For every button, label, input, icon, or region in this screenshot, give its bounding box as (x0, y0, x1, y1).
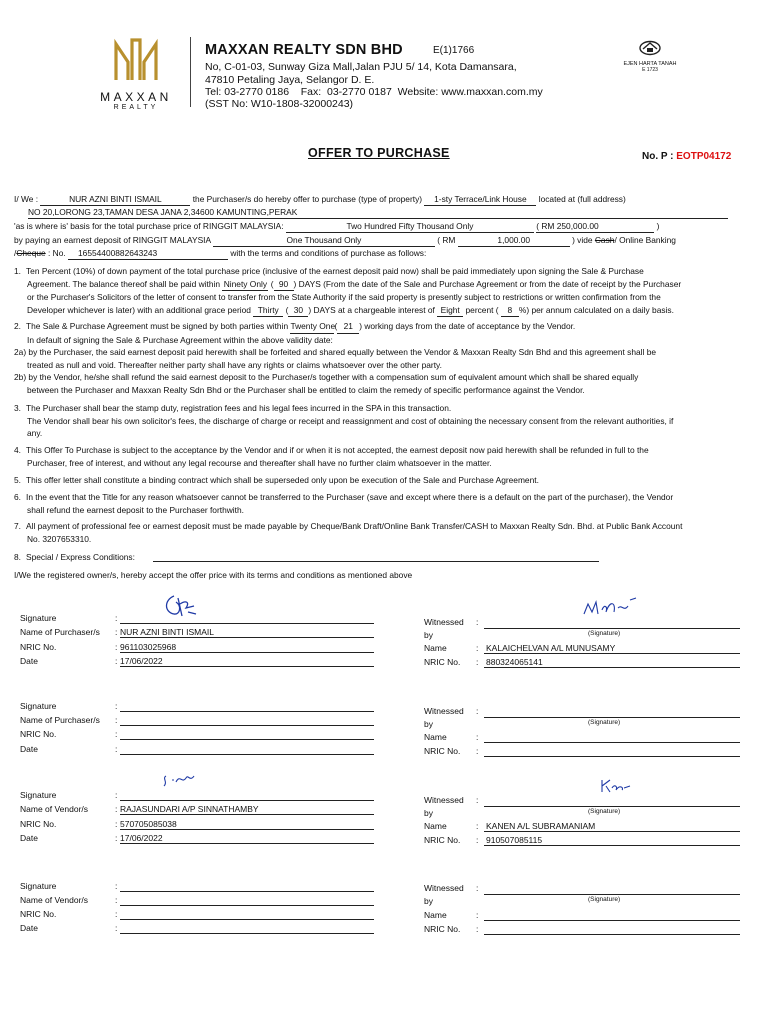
intro-line-4: by paying an earnest deposit of RINGGIT MALAYSIA One Thousand Only ( RM 1,000.00 ) vide Cash/ Online Banking (14, 235, 676, 245)
company-reg-no: E(1)1766 (433, 45, 475, 56)
witness-1-nric[interactable]: 880324065141 (486, 657, 543, 667)
cash-option[interactable]: Cash (594, 235, 615, 245)
deposit-words-field[interactable]: One Thousand Only (213, 235, 435, 247)
witness-3-signature-icon (598, 776, 632, 794)
purchaser-1-date[interactable]: 17/06/2022 (120, 656, 163, 666)
balance-days-words-field[interactable]: Ninety Only (222, 278, 268, 292)
acceptance-statement: I/We the registered owner/s, hereby accept the offer price with its terms and conditions as mentioned above (14, 570, 413, 580)
agency-emblem-icon (638, 40, 662, 56)
company-address-1: No, C-01-03, Sunway Giza Mall,Jalan PJU 5/ 14, Kota Damansara, (205, 61, 517, 73)
header-divider (190, 37, 191, 107)
vendor-2-nric-line[interactable] (120, 919, 374, 920)
balance-days-field[interactable]: 90 (274, 278, 294, 292)
purchaser-signature-icon (160, 592, 200, 620)
interest-rate-field[interactable]: 8 (501, 304, 519, 318)
witness-1-signature-icon (580, 594, 640, 622)
grace-period-words-field[interactable]: Thirty (253, 304, 283, 318)
witness-1-name[interactable]: KALAICHELVAN A/L MUNUSAMY (486, 643, 616, 653)
page-title: OFFER TO PURCHASE (308, 146, 450, 160)
purchaser-2-date-line[interactable] (120, 754, 374, 755)
witness-2-nric-line[interactable] (484, 756, 740, 757)
witness-4-name-line[interactable] (484, 920, 740, 921)
agent-badge (610, 40, 690, 73)
witness-1-signature-line[interactable] (484, 628, 740, 629)
company-sst: (SST No: W10-1808-32000243) (205, 98, 354, 110)
price-rm-field[interactable]: ( RM 250,000.00 (536, 221, 654, 233)
property-type-field[interactable]: 1-sty Terrace/Link House (424, 194, 536, 206)
company-address-2: 47810 Petaling Jaya, Selangor D. E. (205, 74, 375, 86)
purchaser-1-signature-line[interactable] (120, 623, 374, 624)
clause-1: 1. Ten Percent (10%) of down payment of the total purchase price (inclusive of the earnest deposit paid now) shall be paid immediately upon signing the Sale & Purchase Agreement. The balance thereof shall be paid within Ninety Only ( 90 ) DAYS (From the date of the Sale and Purchase Agreement or from the date of receipt by the Purchaser or the Purchaser's Solicitors of the letter of consent to transfer from the State Authority if the said property is presently subject to restrictions or written confirmation from the Developer whichever is later) with an additional grace period Thirty ( 30 ) DAYS at a chargeable interest of Eight percent ( 8 %) per annum calculated on a daily basis. (14, 265, 754, 317)
agent-badge-text: EJEN HARTA TANAH (623, 61, 677, 67)
witness-2-name-line[interactable] (484, 742, 740, 743)
property-address-field[interactable]: NO 20,LORONG 23,TAMAN DESA JANA 2,34600 KAMUNTING,PERAK (28, 207, 728, 219)
agent-badge-no: E 1723 (642, 67, 658, 73)
reference-no-field[interactable]: 16554400882643243 (68, 248, 228, 260)
vendor-2-date-line[interactable] (120, 933, 374, 934)
offer-number-value: EOTP04172 (676, 151, 732, 162)
clause-7: 7. All payment of professional fee or earnest deposit must be made payable by Cheque/Bank Draft/Online Bank Transfer/CASH to Maxxan Realty Sdn. Bhd. at Public Bank Account No. 3207653310. (14, 521, 683, 544)
vendor-1-date[interactable]: 17/06/2022 (120, 833, 163, 843)
intro-line-5: /Cheque : No. 16554400882643243 with the terms and conditions of purchase as follows: (14, 248, 427, 258)
logo-word: MAXXAN (100, 90, 172, 104)
offer-number-label: No. P : (642, 151, 674, 162)
clause-6: 6. In the event that the Title for any reason whatsoever cannot be transferred to the Purchaser (save and except where there is a default on the part of the purchaser), the Vendor shall refund the earnest deposit to the Purchaser forthwith. (14, 492, 674, 515)
cheque-option[interactable]: Cheque (16, 248, 46, 258)
interest-words-field[interactable]: Eight (437, 304, 463, 318)
clause-5: 5. This offer letter shall constitute a binding contract which shall be superseded only upon be execution of the Sale and Purchase Agreement. (14, 475, 539, 485)
purchaser-name-field[interactable]: NUR AZNI BINTI ISMAIL (40, 194, 190, 206)
vendor-1-nric[interactable]: 570705085038 (120, 819, 177, 829)
company-contact: Tel: 03-2770 0186 Fax: 03-2770 0187 Website: www.maxxan.com.my (205, 86, 543, 98)
logo-sub: REALTY (113, 104, 159, 111)
vendor-1-signature-line[interactable] (120, 800, 374, 801)
witness-3-signature-line[interactable] (484, 806, 740, 807)
special-conditions-field[interactable] (153, 561, 599, 562)
clause-3: 3. The Purchaser shall bear the stamp duty, registration fees and his legal fees incurred in the SPA in this transaction. The Vendor shall bear his own solicitor's fees, the discharge of charge or receipt and reassignment and cost of obtaining the necessary consent from the relevant authorities, if any. (14, 403, 674, 439)
vendor-2-signature-line[interactable] (120, 891, 374, 892)
witness-4-signature-line[interactable] (484, 894, 740, 895)
witness-4-nric-line[interactable] (484, 934, 740, 935)
clause-8: 8. Special / Express Conditions: (14, 552, 135, 562)
purchaser-1-name[interactable]: NUR AZNI BINTI ISMAIL (120, 627, 214, 637)
witness-3-name[interactable]: KANEN A/L SUBRAMANIAM (486, 821, 596, 831)
company-name: MAXXAN REALTY SDN BHD (205, 42, 403, 58)
intro-line-3: 'as is where is' basis for the total purchase price of RINGGIT MALAYSIA: Two Hundred Fifty Thousand Only ( RM 250,000.00 ) (14, 221, 660, 231)
witness-2-signature-line[interactable] (484, 717, 740, 718)
grace-period-field[interactable]: 30 (288, 304, 308, 318)
sign-days-field[interactable]: 21 (337, 320, 359, 334)
vendor-1-name[interactable]: RAJASUNDARI A/P SINNATHAMBY (120, 804, 259, 814)
purchaser-1-nric[interactable]: 961103025968 (120, 642, 177, 652)
price-words-field[interactable]: Two Hundred Fifty Thousand Only (286, 221, 534, 233)
vendor-2-name-line[interactable] (120, 905, 374, 906)
maxxan-logo-icon (86, 36, 186, 84)
company-logo (86, 36, 186, 110)
vendor-signature-icon (160, 768, 200, 792)
purchaser-2-name-line[interactable] (120, 725, 374, 726)
deposit-amount-field[interactable]: 1,000.00 (458, 235, 570, 247)
sign-days-words-field[interactable]: Twenty One (290, 320, 334, 334)
purchaser-2-nric-line[interactable] (120, 739, 374, 740)
offer-number (642, 151, 731, 162)
clause-2: 2. The Sale & Purchase Agreement must be signed by both parties within Twenty One( 21 ) working days from the date of acceptance by the Vendor. In default of signing the Sale & Purchase Agreement within the above validity date: 2a) by the Purchaser, the said earnest deposit paid herewith shall be forfeited and shared equally between the Vendor & Maxxan Realty Sdn Bhd and this agreement shall be treated as null and void. Thereafter neither party shall have any rights or claims whatsoever over the other party. 2b) by the Vendor, he/she shall refund the said earnest deposit to the Purchaser/s together with a compensation sum of equivalent amount which shall be shared equally between the Purchaser and Maxxan Realty Sdn Bhd or the Purchaser shall be entitled to claim the remedy of specific performance against the Vendor. (14, 321, 657, 395)
online-banking-option[interactable]: / Online Banking (614, 235, 676, 245)
witness-3-nric[interactable]: 910507085115 (486, 835, 543, 845)
purchaser-2-signature-line[interactable] (120, 711, 374, 712)
clause-4: 4. This Offer To Purchase is subject to the acceptance by the Vendor and if or when it is not accepted, the earnest deposit now paid herewith shall be refunded in full to the Purchaser, free of interest, and without any legal recourse and thereafter shall have no further claim whatsoever in the matter. (14, 445, 649, 468)
intro-line-1: I/ We : NUR AZNI BINTI ISMAIL the Purchaser/s do hereby offer to purchase (type of property) 1-sty Terrace/Link House located at (full address) (14, 194, 626, 204)
